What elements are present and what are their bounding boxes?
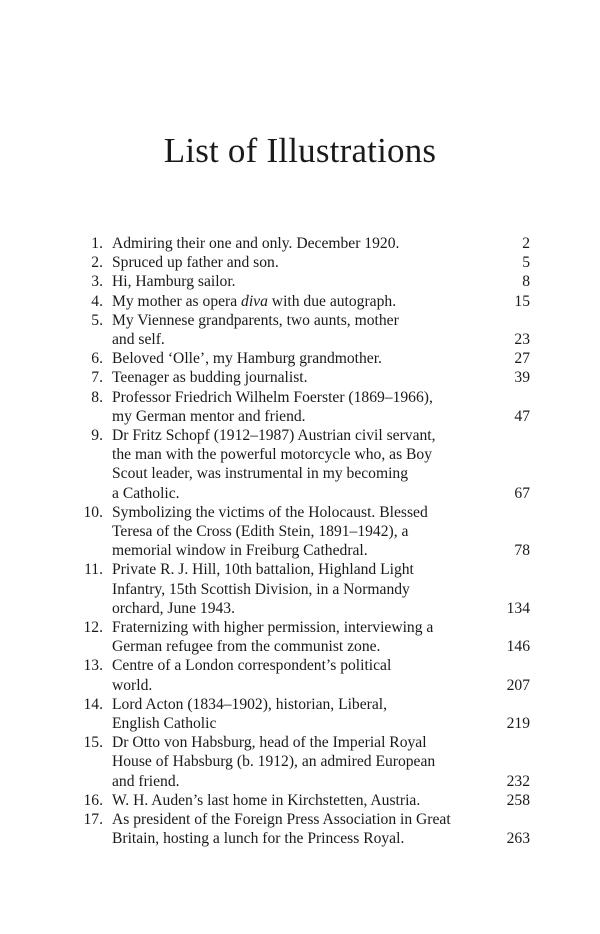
item-page-number: 5 — [522, 254, 530, 272]
list-item — [75, 560, 530, 618]
list-item — [75, 810, 530, 848]
item-page-number: 2 — [522, 235, 530, 252]
list-item — [75, 503, 530, 561]
item-caption: As president of the Foreign Press Association in Great Britain, hosting a lunch for the Princess Royal. — [112, 811, 451, 848]
item-number: 9. — [91, 427, 103, 445]
item-number: 15. — [83, 734, 103, 752]
item-caption: Admiring their one and only. December 1920. — [112, 235, 400, 252]
list-item — [75, 272, 530, 291]
item-caption: Beloved ‘Olle’, my Hamburg grandmother. — [112, 350, 382, 368]
item-caption: Teenager as budding journalist. — [112, 369, 308, 387]
item-caption-part: with due autograph. — [267, 292, 397, 310]
list-item — [75, 388, 530, 426]
list-item — [75, 618, 530, 656]
list-item — [75, 292, 530, 311]
list-item — [75, 426, 530, 503]
list-item — [75, 791, 530, 810]
item-caption: W. H. Auden’s last home in Kirchstetten, Austria. — [112, 791, 421, 809]
item-number: 3. — [91, 273, 103, 291]
item-number: 17. — [83, 811, 103, 829]
item-caption: Spruced up father and son. — [112, 254, 279, 272]
page-title: List of Illustrations — [163, 131, 437, 171]
item-caption-italic: diva — [241, 292, 268, 310]
item-page-number: 258 — [506, 791, 530, 809]
item-number: 12. — [83, 619, 103, 637]
item-page-number: 78 — [514, 542, 530, 560]
item-page-number: 232 — [506, 772, 530, 790]
item-page-number: 134 — [506, 599, 530, 617]
item-page-number: 23 — [514, 331, 530, 349]
item-number: 13. — [83, 657, 103, 675]
item-caption: Symbolizing the victims of the Holocaust. Blessed Teresa of the Cross (Edith Stein, 1891–1942), a memorial window in Freiburg Cathedral. — [112, 503, 428, 560]
item-page-number: 27 — [514, 350, 530, 368]
item-number: 14. — [83, 695, 103, 713]
item-caption — [112, 292, 506, 311]
item-number: 7. — [91, 369, 103, 387]
item-page-number: 8 — [522, 273, 530, 291]
item-page-number: 39 — [514, 369, 530, 387]
item-page-number: 15 — [514, 292, 530, 310]
item-number: 8. — [91, 388, 103, 406]
item-caption: Centre of a London correspondent’s political world. — [112, 657, 392, 694]
item-number: 1. — [91, 235, 103, 252]
item-number: 11. — [84, 561, 103, 579]
item-caption: Lord Acton (1834–1902), historian, Liberal, English Catholic — [112, 695, 387, 733]
item-number: 6. — [91, 350, 103, 368]
illustrations-list — [75, 234, 530, 849]
list-item — [75, 234, 530, 253]
list-item — [75, 695, 530, 733]
item-number: 10. — [83, 503, 103, 521]
list-item — [75, 311, 530, 349]
item-caption: Professor Friedrich Wilhelm Foerster (1869–1966), my German mentor and friend. — [112, 388, 433, 425]
list-item — [75, 656, 530, 694]
item-page-number: 67 — [514, 484, 530, 502]
item-caption: Dr Otto von Habsburg, head of the Imperial Royal House of Habsburg (b. 1912), an admired European and friend. — [112, 734, 436, 790]
item-number: 2. — [91, 254, 103, 272]
item-caption: Hi, Hamburg sailor. — [112, 273, 236, 291]
item-caption: My Viennese grandparents, two aunts, mother and self. — [112, 311, 399, 349]
item-caption: Fraternizing with higher permission, interviewing a German refugee from the communist zone. — [112, 619, 434, 656]
item-page-number: 207 — [506, 676, 530, 694]
list-item — [75, 733, 530, 791]
item-page-number: 263 — [506, 830, 530, 848]
item-number: 4. — [91, 292, 103, 310]
list-item — [75, 349, 530, 368]
item-caption-part: My mother as opera — [112, 292, 242, 310]
item-page-number: 47 — [514, 407, 530, 425]
item-caption: Private R. J. Hill, 10th battalion, Highland Light Infantry, 15th Scottish Division, in a Normandy orchard, June 1943. — [112, 561, 414, 617]
item-page-number: 219 — [506, 715, 530, 733]
item-page-number: 146 — [506, 638, 530, 656]
item-number: 16. — [83, 791, 103, 809]
list-item — [75, 253, 530, 272]
item-number: 5. — [91, 311, 103, 329]
item-caption: Dr Fritz Schopf (1912–1987) Austrian civil servant, the man with the powerful motorcycle who, as Boy Scout leader, was instrumental in my becoming a Catholic. — [112, 427, 436, 502]
list-item — [75, 368, 530, 387]
